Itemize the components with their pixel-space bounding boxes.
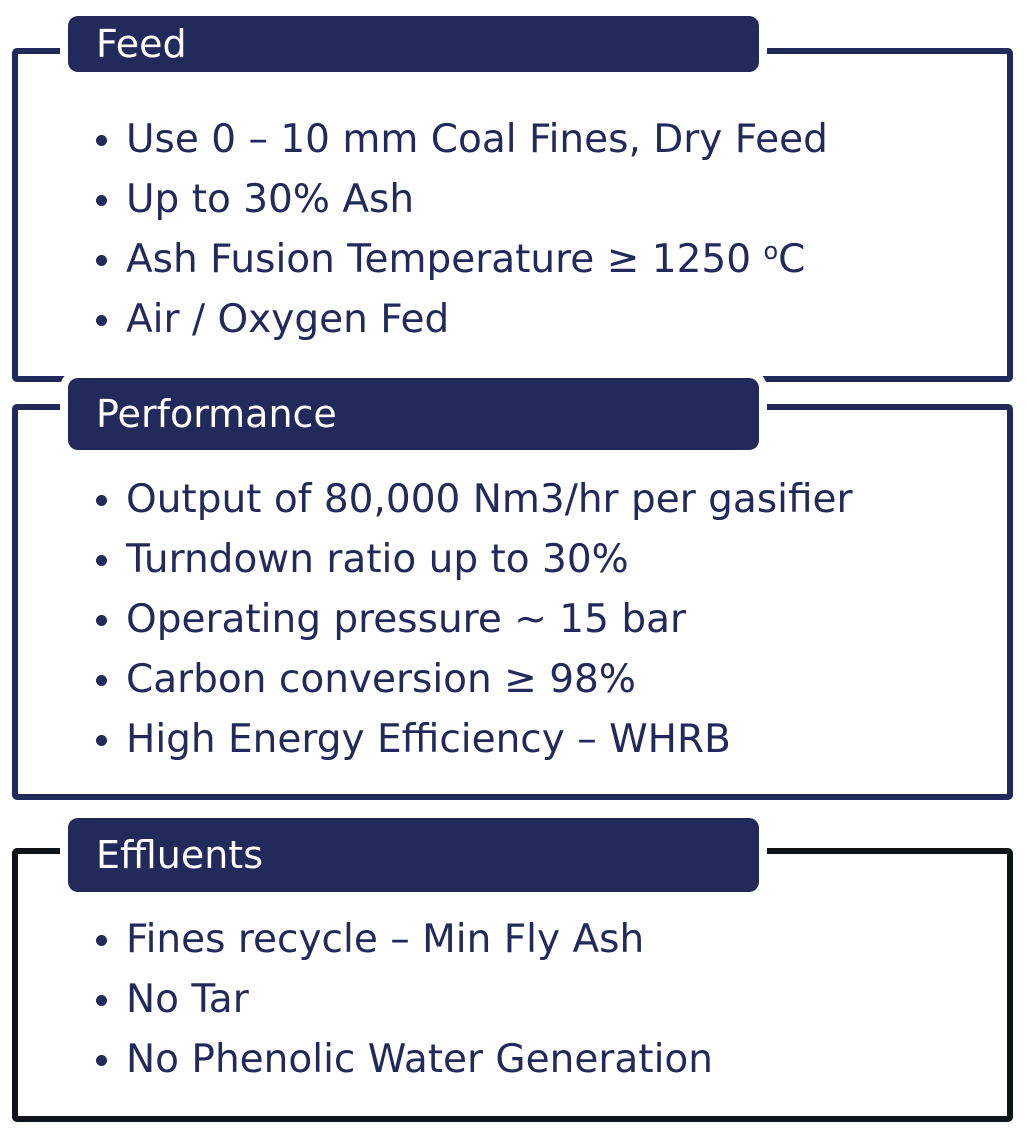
degree-superscript: o [763, 237, 779, 265]
list-item: Turndown ratio up to 30% [93, 530, 853, 590]
performance-list [93, 470, 853, 770]
list-item: Operating pressure ~ 15 bar [93, 590, 853, 650]
ash-fusion-unit: C [778, 237, 806, 282]
effluents-list [93, 910, 713, 1090]
list-item: Fines recycle – Min Fly Ash [93, 910, 713, 970]
feed-title-text: Feed [96, 22, 187, 66]
list-item [93, 230, 828, 290]
list-item: High Energy Efficiency – WHRB [93, 710, 853, 770]
list-item: Output of 80,000 Nm3/hr per gasifier [93, 470, 853, 530]
list-item: No Tar [93, 970, 713, 1030]
performance-section-title [68, 378, 759, 450]
effluents-title-text: Effluents [96, 833, 263, 877]
feed-list [93, 110, 828, 350]
list-item: Use 0 – 10 mm Coal Fines, Dry Feed [93, 110, 828, 170]
list-item: No Phenolic Water Generation [93, 1030, 713, 1090]
list-item: Up to 30% Ash [93, 170, 828, 230]
list-item: Air / Oxygen Fed [93, 290, 828, 350]
list-item: Carbon conversion ≥ 98% [93, 650, 853, 710]
performance-title-text: Performance [96, 392, 337, 436]
feed-section-title [68, 16, 759, 72]
ash-fusion-text: Ash Fusion Temperature ≥ 1250 [126, 237, 764, 282]
effluents-section-title [68, 818, 759, 892]
